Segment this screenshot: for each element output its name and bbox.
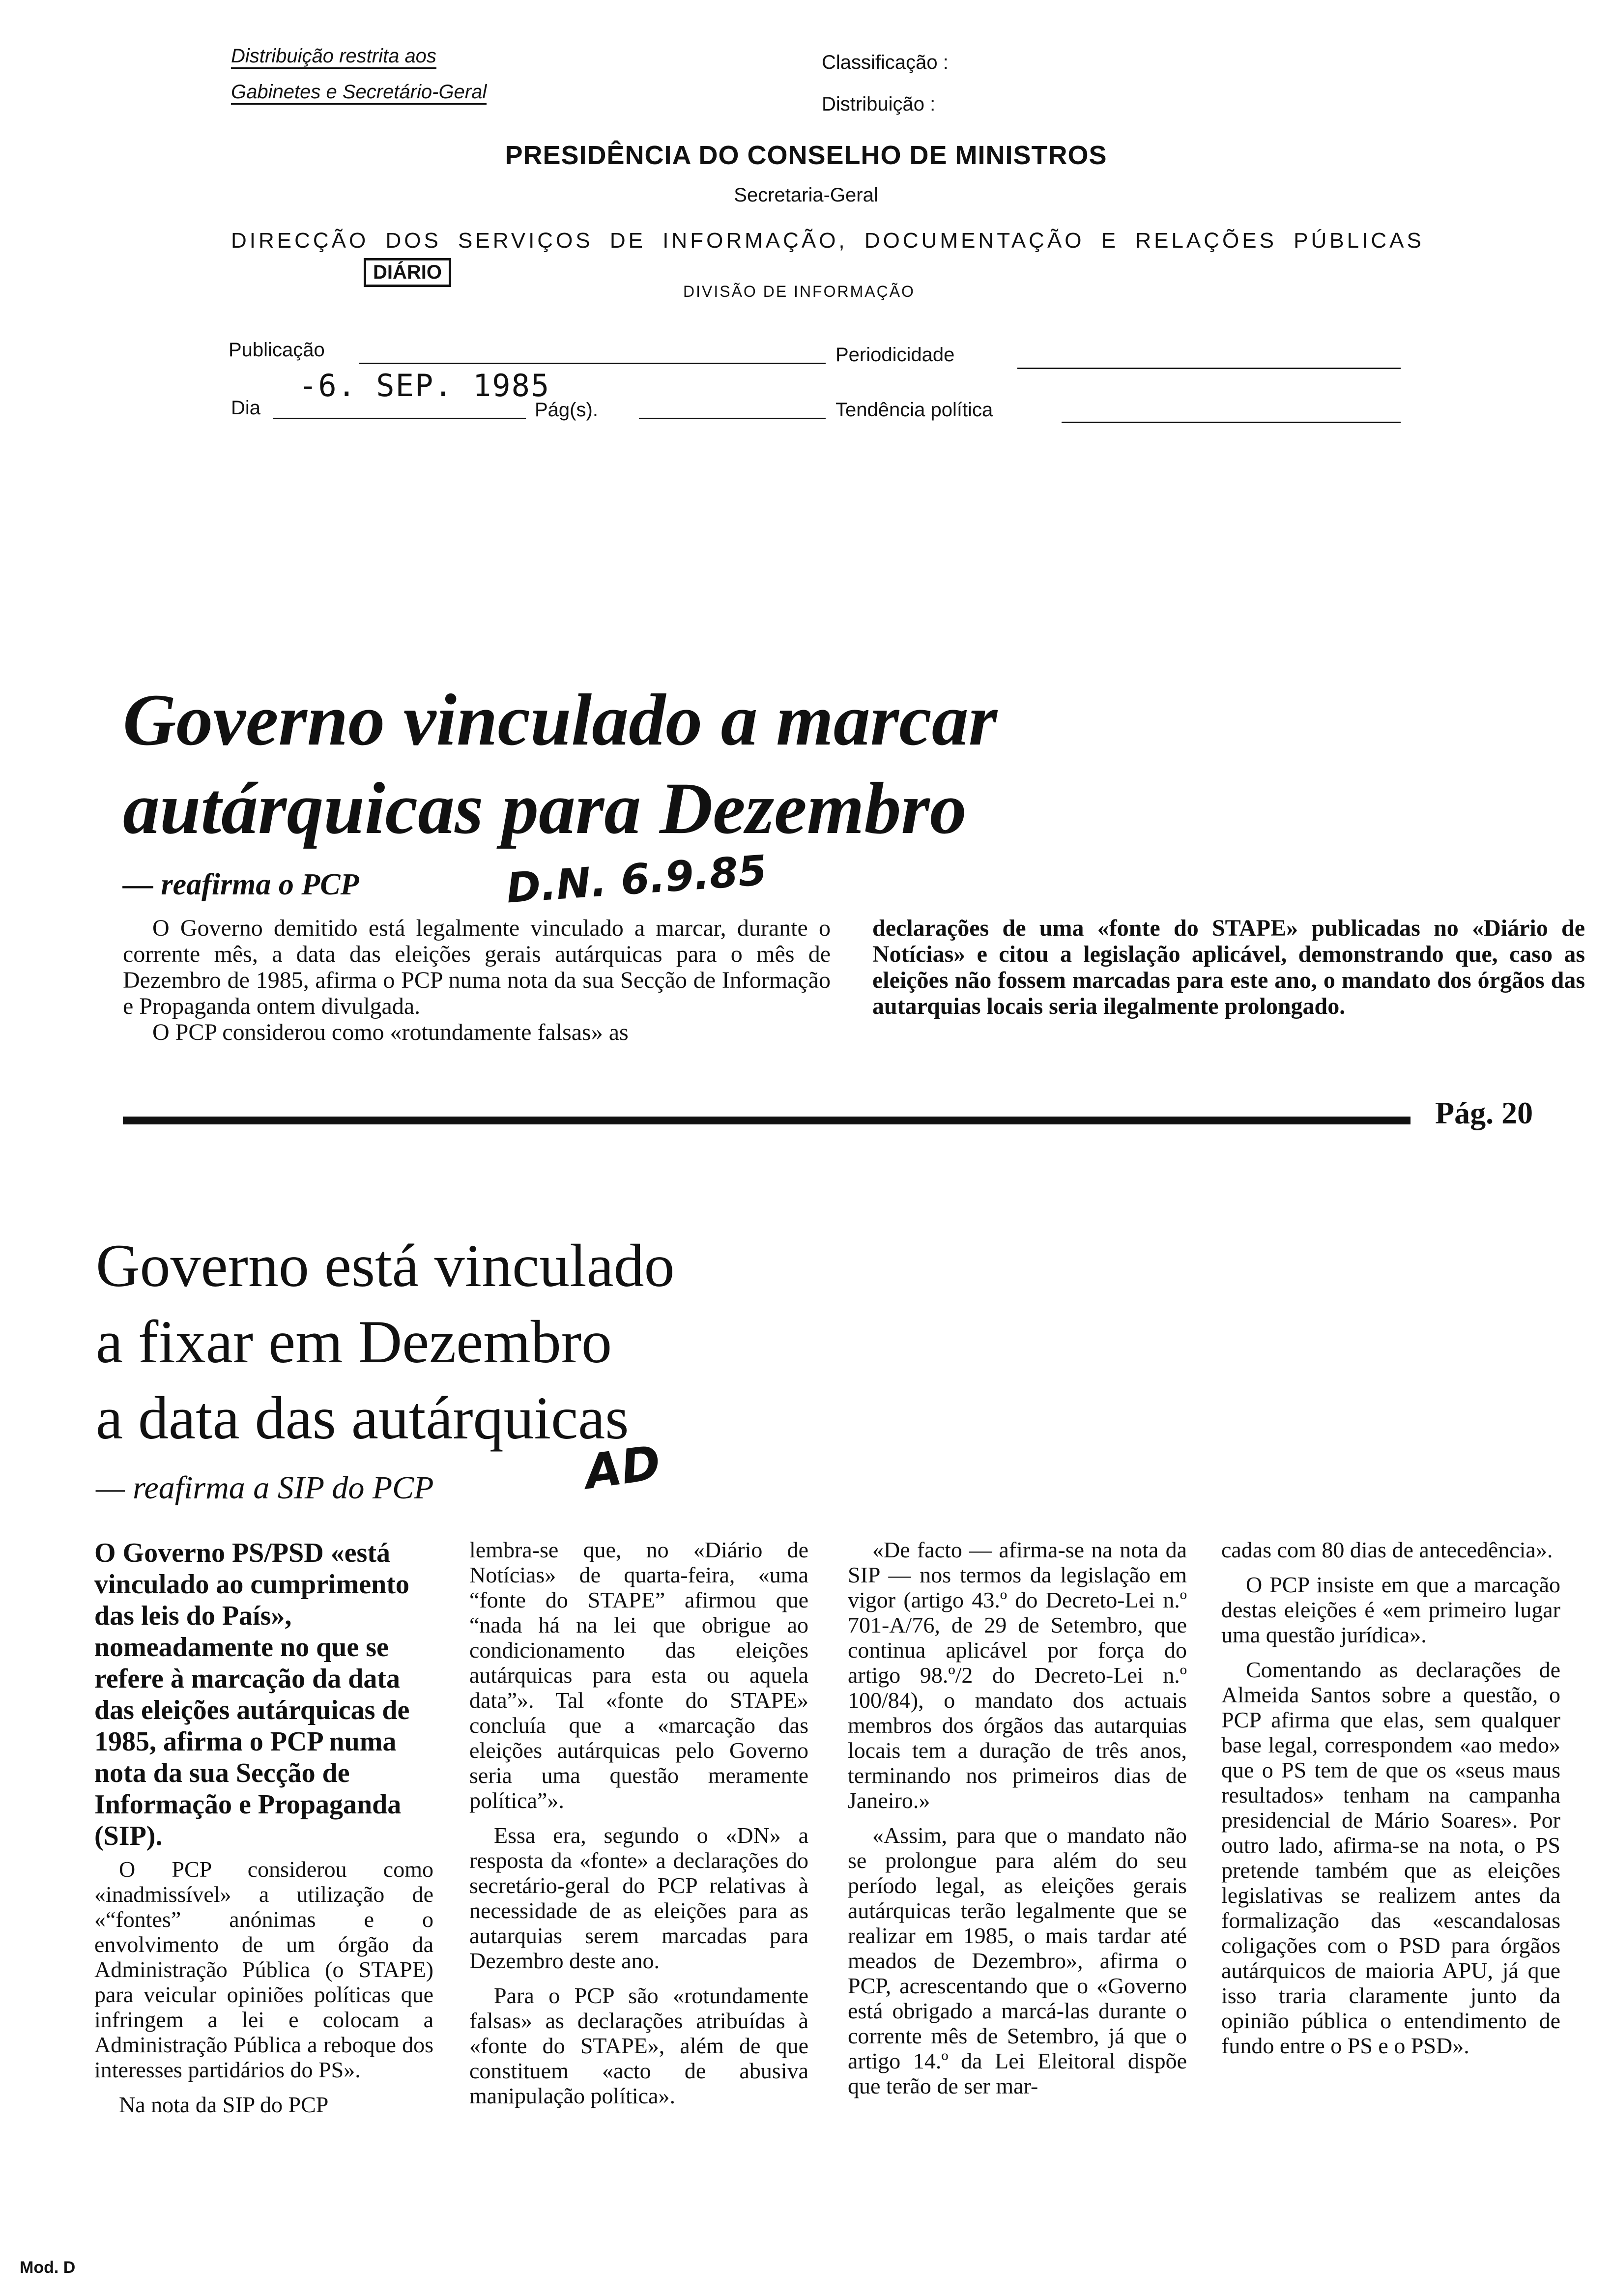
clip2-col1-para: Na nota da SIP do PCP bbox=[119, 2092, 329, 2117]
clip2-lead-paragraph bbox=[94, 1537, 429, 1862]
clip1-col1-para: O PCP considerou como «rotundamente falsas» as bbox=[152, 1019, 629, 1045]
clip2-col4-para: O PCP insiste em que a marcação destas eleições é «em primeiro lugar uma questão jurídica». bbox=[1221, 1572, 1560, 1647]
clip1-headline-line2: autárquicas para Dezembro bbox=[123, 768, 967, 849]
form-model-number: Mod. D bbox=[20, 2258, 76, 2277]
publication-label: Publicação bbox=[229, 339, 325, 361]
date-stamp: -6. SEP. 1985 bbox=[299, 368, 550, 403]
periodicity-line bbox=[1017, 368, 1401, 369]
clip2-column-3 bbox=[848, 1537, 1187, 2108]
clip1-col1-para: O Governo demitido está legalmente vinculado a marcar, durante o corrente mês, a data das eleições gerais autárquicas para o mês de Dezembro de 1985, afirma o PCP numa nota da sua Secção de Informação e Propaganda ontem divulgada. bbox=[123, 915, 831, 1019]
clip2-headline-line3: a data das autárquicas bbox=[96, 1384, 629, 1452]
clip2-col4-para: Comentando as declarações de Almeida Santos sobre a questão, o PCP afirma que elas, sem qualquer base legal, correspondem «ao medo» que o PS tem de que os «seus maus resultados» tenham na campanha presidencial de Mário Soares». Por outro lado, afirma-se na nota, o PS pretende também que as eleições legislativas se realizem antes da formalização das «escandalosas coligações com o PSD para órgãos autárquicos de maioria APU, já que isso traria claramente junto da opinião pública o entendimento de fundo entre o PS e o PSD». bbox=[1221, 1657, 1560, 2058]
clip1-column-1 bbox=[123, 915, 831, 1045]
pages-label: Pág(s). bbox=[535, 399, 598, 421]
org-subtitle: Secretaria-Geral bbox=[734, 184, 878, 206]
clip2-col2-para: Essa era, segundo o «DN» a resposta da «fonte» a declarações do secretário-geral do PCP relativas à necessidade de as eleições para as autarquias serem marcadas para Dezembro deste ano. bbox=[469, 1823, 808, 1973]
clip2-column-4 bbox=[1221, 1537, 1560, 2068]
clip1-handwritten-note: D.N. 6.9.85 bbox=[505, 846, 769, 913]
clip2-lead-text: O Governo PS/PSD «está vinculado ao cumprimento das leis do País», nomeadamente no que se refere à marcação da data das eleições autárquicas de 1985, afirma o PCP numa nota da sua Secção de Informação e Propaganda (SIP). bbox=[94, 1538, 410, 1851]
clip1-headline-line1: Governo vinculado a marcar bbox=[123, 679, 998, 761]
distribution-label: Distribuição : bbox=[822, 93, 936, 115]
clip2-col2-para: Para o PCP são «rotundamente falsas» as declarações atribuídas à «fonte do STAPE», além de que constituem «acto de abusiva manipulação política». bbox=[469, 1983, 808, 2108]
day-line bbox=[273, 418, 526, 419]
distribution-line-1: Distribuição restrita aos bbox=[231, 45, 436, 69]
diario-stamp: DIÁRIO bbox=[364, 258, 451, 287]
day-label: Dia bbox=[231, 397, 261, 419]
clip2-column-2 bbox=[469, 1537, 808, 2118]
clip1-column-2 bbox=[872, 915, 1585, 1019]
clip2-handwritten-note: AD bbox=[581, 1435, 664, 1500]
clip2-col3-para: «Assim, para que o mandato não se prolongue para além do seu período legal, as eleições gerais autárquicas terão legalmente que se realizar em 1985, o mais tardar até meados de Dezembro», afirma o PCP, acrescentando que o «Governo está obrigado a marcá-las durante o corrente mês de Setembro, já que o artigo 14.º da Lei Eleitoral dispõe que terão de ser mar- bbox=[848, 1823, 1187, 2098]
clip2-col3-para: «De facto — afirma-se na nota da SIP — nos termos da legislação em vigor (artigo 43.º do Decreto-Lei n.º 701-A/76, de 29 de Setembro, que continua aplicável por força do artigo 98.º/2 do Decreto-Lei n.º 100/84), o mandato dos actuais membros dos órgãos das autarquias locais tem a duração de três anos, terminando nos primeiros dias de Janeiro.» bbox=[848, 1537, 1187, 1813]
clip2-subhead: — reafirma a SIP do PCP bbox=[96, 1470, 434, 1506]
tendency-line bbox=[1062, 422, 1401, 423]
classification-label: Classificação : bbox=[822, 52, 949, 73]
publication-line bbox=[359, 363, 826, 364]
clip1-page-ref: Pág. 20 bbox=[1435, 1095, 1533, 1130]
clip2-col4-para: cadas com 80 dias de antecedência». bbox=[1221, 1537, 1553, 1562]
distribution-line-2: Gabinetes e Secretário-Geral bbox=[231, 81, 487, 105]
org-title: PRESIDÊNCIA DO CONSELHO DE MINISTROS bbox=[505, 141, 1107, 170]
tendency-label: Tendência política bbox=[835, 399, 993, 421]
periodicity-label: Periodicidade bbox=[835, 344, 955, 366]
clip1-subhead: — reafirma o PCP bbox=[123, 868, 359, 901]
directorate-line: DIRECÇÃO DOS SERVIÇOS DE INFORMAÇÃO, DOCUMENTAÇÃO E RELAÇÕES PÚBLICAS bbox=[231, 229, 1424, 253]
clip2-col1-para: O PCP considerou como «inadmissível» a utilização de «“fontes” anónimas e o envolvimento de um órgão da Administração Pública (o STAPE) para veicular opiniões políticas que infringem a lei e colocam a Administração Pública a reboque dos interesses partidários do PS». bbox=[94, 1857, 433, 2082]
division-label: DIVISÃO DE INFORMAÇÃO bbox=[683, 283, 915, 300]
pages-line bbox=[639, 418, 826, 419]
clip2-column-1 bbox=[94, 1857, 433, 2127]
clip1-rule bbox=[123, 1117, 1410, 1124]
clip2-col2-para: lembra-se que, no «Diário de Notícias» de quarta-feira, «uma “fonte do STAPE” afirmou que “nada há na lei que obrigue ao condicionamento das eleições autárquicas para esta ou aquela data”». Tal «fonte do STAPE» concluía que a «marcação das eleições autárquicas pelo Governo seria uma questão meramente política”». bbox=[469, 1537, 808, 1813]
clip2-headline-line2: a fixar em Dezembro bbox=[96, 1308, 612, 1376]
clip2-headline-line1: Governo está vinculado bbox=[96, 1232, 675, 1299]
clip1-col2-para: declarações de uma «fonte do STAPE» publicadas no «Diário de Notícias» e citou a legislação aplicável, demonstrando que, caso as eleições não fossem marcadas para este ano, o mandato dos órgãos das autarquias locais seria ilegalmente prolongado. bbox=[872, 915, 1585, 1019]
